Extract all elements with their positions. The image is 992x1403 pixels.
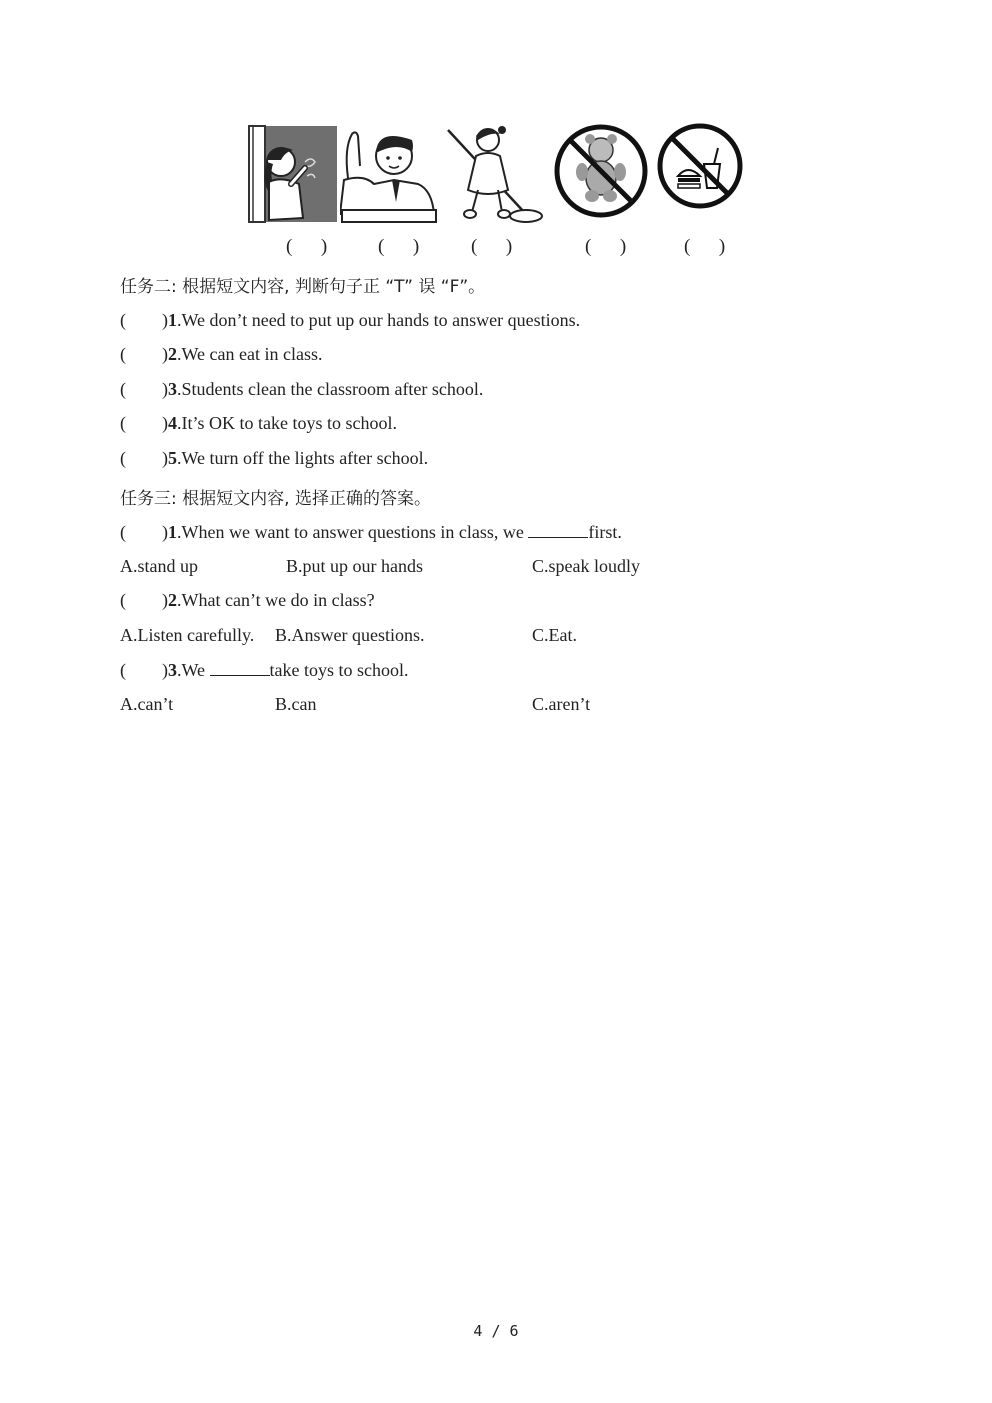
task2-item xyxy=(120,413,397,434)
option-a[interactable]: A.stand up xyxy=(120,556,198,576)
answer-bracket[interactable]: ( ) xyxy=(120,522,168,542)
item-number: 2 xyxy=(168,590,177,610)
item-number: 1 xyxy=(168,522,177,542)
task3-question xyxy=(120,590,375,611)
answer-bracket[interactable]: ( ) xyxy=(120,448,168,468)
question-text: .What can’t we do in class? xyxy=(177,590,375,610)
girl-mopping-picture xyxy=(440,122,546,224)
task2-heading: 任务二: 根据短文内容, 判断句子正 “T” 误 “F”。 xyxy=(120,277,486,297)
picture-answer-bracket[interactable]: ( ) xyxy=(286,236,328,257)
picture-row xyxy=(0,122,992,232)
item-text: .It’s OK to take toys to school. xyxy=(177,413,397,433)
no-toys-sign xyxy=(552,122,650,220)
item-text: .We can eat in class. xyxy=(177,344,323,364)
page-number: 4 / 6 xyxy=(473,1322,519,1340)
answer-bracket[interactable]: ( ) xyxy=(120,660,168,680)
item-number: 4 xyxy=(168,413,177,433)
option-b[interactable]: B.can xyxy=(275,694,317,714)
task3-question xyxy=(120,659,409,681)
item-text: .Students clean the classroom after school. xyxy=(177,379,484,399)
task2-item xyxy=(120,379,483,400)
picture-answer-bracket[interactable]: ( ) xyxy=(684,236,726,257)
task3-question xyxy=(120,521,622,543)
option-a[interactable]: A.can’t xyxy=(120,694,174,714)
task2-item xyxy=(120,310,580,331)
answer-bracket[interactable]: ( ) xyxy=(120,344,168,364)
option-a[interactable]: A.Listen carefully. xyxy=(120,625,255,645)
option-b[interactable]: B.put up our hands xyxy=(286,556,423,576)
item-number: 3 xyxy=(168,660,177,680)
item-text: .We turn off the lights after school. xyxy=(177,448,429,468)
task2-item xyxy=(120,344,323,365)
fill-blank[interactable] xyxy=(210,659,270,676)
task2-item xyxy=(120,448,428,469)
question-text-end: take toys to school. xyxy=(269,660,409,680)
picture-answer-bracket[interactable]: ( ) xyxy=(585,236,627,257)
no-food-drink-sign xyxy=(656,122,744,210)
boy-raising-hand-picture xyxy=(340,122,438,224)
item-number: 5 xyxy=(168,448,177,468)
answer-bracket[interactable]: ( ) xyxy=(120,310,168,330)
question-text: .When we want to answer questions in class, we xyxy=(177,522,529,542)
option-c[interactable]: C.speak loudly xyxy=(532,556,640,576)
option-c[interactable]: C.aren’t xyxy=(532,694,591,714)
option-c[interactable]: C.Eat. xyxy=(532,625,577,645)
item-number: 3 xyxy=(168,379,177,399)
question-text: .We xyxy=(177,660,210,680)
item-number: 1 xyxy=(168,310,177,330)
fill-blank[interactable] xyxy=(528,521,588,538)
picture-answer-bracket[interactable]: ( ) xyxy=(378,236,420,257)
option-b[interactable]: B.Answer questions. xyxy=(275,625,425,645)
item-number: 2 xyxy=(168,344,177,364)
item-text: .We don’t need to put up our hands to answer questions. xyxy=(177,310,581,330)
girl-blackboard-picture xyxy=(247,122,339,224)
question-text-end: first. xyxy=(588,522,622,542)
answer-bracket[interactable]: ( ) xyxy=(120,413,168,433)
task3-heading: 任务三: 根据短文内容, 选择正确的答案。 xyxy=(120,489,431,509)
picture-answer-bracket[interactable]: ( ) xyxy=(471,236,513,257)
answer-bracket[interactable]: ( ) xyxy=(120,379,168,399)
answer-bracket[interactable]: ( ) xyxy=(120,590,168,610)
